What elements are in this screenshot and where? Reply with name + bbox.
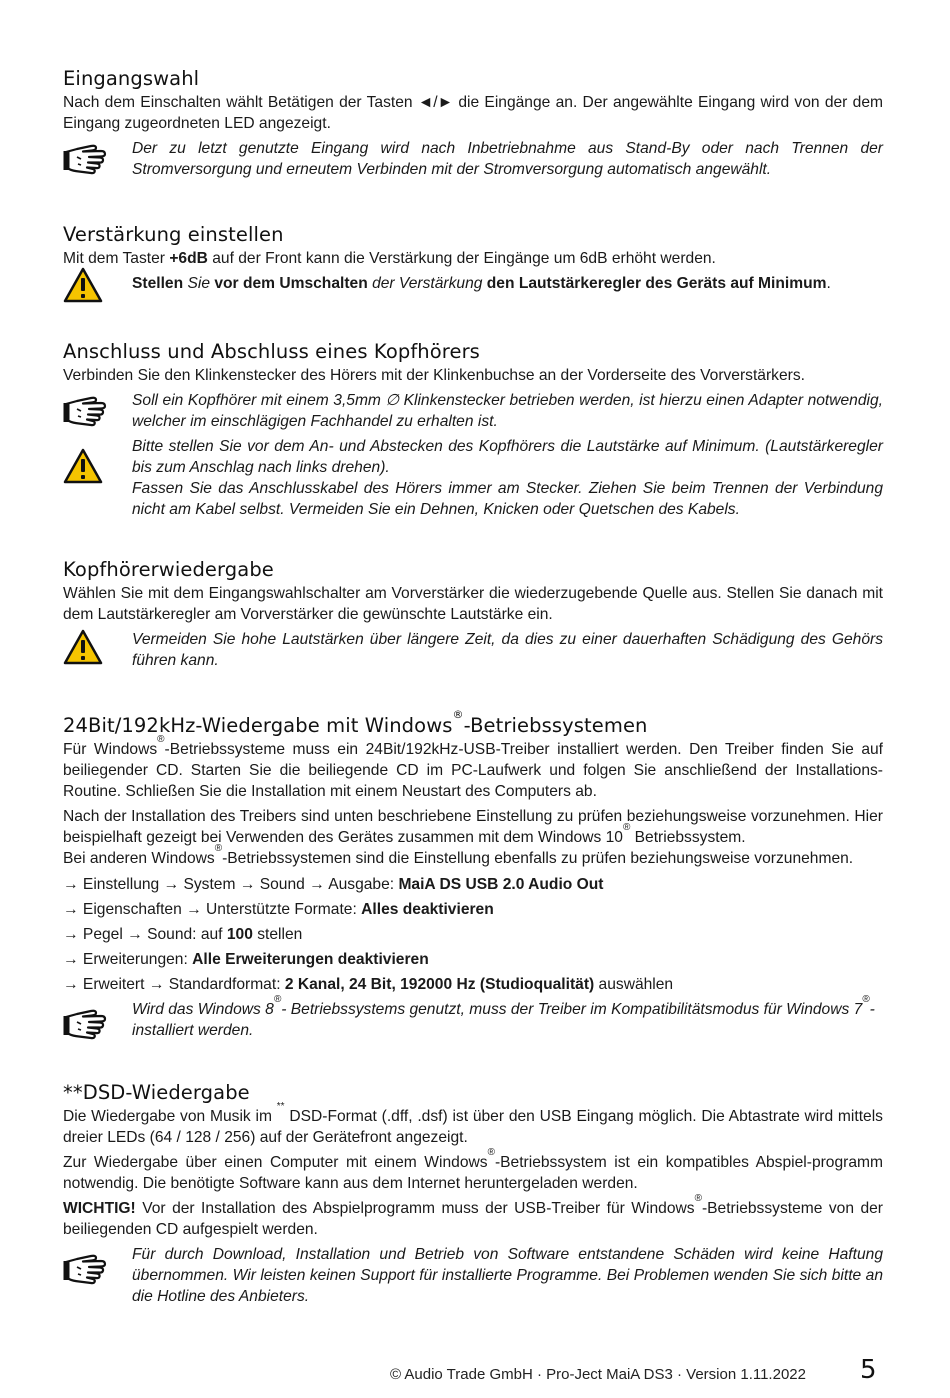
settings-step: → Einstellung → System → Sound → Ausgabe: MaiA DS USB 2.0 Audio Out bbox=[63, 876, 604, 893]
warning-triangle-icon bbox=[63, 448, 103, 484]
page-number: 5 bbox=[860, 1355, 877, 1385]
paragraph: Mit dem Taster +6dB auf der Front kann die Verstärkung der Eingänge um 6dB erhöht werden. bbox=[63, 250, 716, 267]
paragraph: Nach der Installation des Treibers sind unten beschriebene Einstellung zu prüfen beziehungsweise vorzunehmen. Hier beispielhaft gezeigt bei Verwenden des Gerätes zusammen mit dem Windows 10® Betriebssystem. bbox=[63, 808, 883, 846]
settings-step: → Erweiterungen: Alle Erweiterungen deaktivieren bbox=[63, 951, 429, 968]
pointing-hand-icon bbox=[63, 138, 107, 176]
section-title-kopfhoerer-anschluss: Anschluss und Abschluss eines Kopfhörers bbox=[63, 340, 480, 363]
note-block: Soll ein Kopfhörer mit einem 3,5mm ∅ Klinkenstecker betrieben werden, ist hierzu einen Adapter notwendig, welcher im einschlägigen Fachhandel zu erhalten ist. bbox=[63, 390, 883, 432]
paragraph: Verbinden Sie den Klinkenstecker des Hörers mit der Klinkenbuchse an der Vorderseite des Vorverstärkers. bbox=[63, 367, 805, 384]
note-block: Wird das Windows 8®- Betriebssystems genutzt, muss der Treiber im Kompatibilitätsmodus für Windows 7®- installiert werden. bbox=[63, 999, 883, 1041]
paragraph: Nach dem Einschalten wählt Betätigen der Tasten ◄/► die Eingänge an. Der angewählte Eingang wird von der dem Eingang zugeordneten LED angezeigt. bbox=[63, 94, 883, 132]
pointing-hand-icon bbox=[63, 1003, 107, 1041]
warning-block: Vermeiden Sie hohe Lautstärken über längere Zeit, da dies zu einer dauerhaften Schädigung des Gehörs führen kann. bbox=[63, 629, 883, 671]
warning-triangle-icon bbox=[63, 629, 103, 665]
pointing-hand-icon bbox=[63, 390, 107, 428]
paragraph: Für Windows®-Betriebssysteme muss ein 24Bit/192kHz-USB-Treiber installiert werden. Den Treiber finden Sie auf beiliegender CD. Starten Sie die beiliegende CD im PC-Laufwerk und folgen Sie anschließend der Installations-Routine. Schließen Sie die Installation mit einem Neustart des Computers ab. bbox=[63, 733, 884, 800]
warning-triangle-icon bbox=[63, 267, 103, 303]
page-content bbox=[63, 66, 883, 1307]
section-title-dsd: **DSD-Wiedergabe bbox=[63, 1081, 250, 1104]
paragraph: Bei anderen Windows®-Betriebssystemen sind die Einstellung ebenfalls zu prüfen beziehungsweise vorzunehmen. bbox=[63, 842, 854, 867]
section-title-eingangswahl: Eingangswahl bbox=[63, 67, 200, 90]
paragraph: Die Wiedergabe von Musik im ** DSD-Format (.dff, .dsf) ist über den USB Eingang möglich. Die Abtastrate wird mittels dreier LEDs (64 / 128 / 256) auf der Gerätefront angezeigt. bbox=[63, 1100, 883, 1146]
paragraph: Wählen Sie mit dem Eingangswahlschalter am Vorverstärker die wiederzugebende Quelle aus. Stellen Sie danach mit dem Lautstärkeregler am Vorverstärker die gewünschte Lautstärke ein. bbox=[63, 585, 883, 623]
section-title-windows: 24Bit/192kHz-Wiedergabe mit Windows®-Betriebssystemen bbox=[63, 707, 648, 737]
paragraph: Zur Wiedergabe über einen Computer mit einem Windows®-Betriebssystem ist ein kompatibles Abspiel-programm notwendig. Die benötigte Software kann aus dem Internet heruntergeladen werden. bbox=[63, 1146, 883, 1192]
note-block bbox=[63, 138, 883, 180]
note-block: Für durch Download, Installation und Betrieb von Software entstandene Schäden wird keine Haftung übernommen. Wir leisten keinen Support für installierte Programme. Bei Problemen wenden Sie sich bitte an die Hotline des Anbieters. bbox=[63, 1244, 883, 1307]
section-title-verstaerkung: Verstärkung einstellen bbox=[63, 223, 284, 246]
page-footer: © Audio Trade GmbH · Pro-Ject MaiA DS3 · Version 1.11.2022 bbox=[390, 1366, 806, 1383]
paragraph: WICHTIG! Vor der Installation des Abspielprogramm muss der USB-Treiber für Windows®-Betriebssysteme von der beiliegenden CD aufgespielt werden. bbox=[63, 1192, 883, 1238]
note-text: Der zu letzt genutzte Eingang wird nach Inbetriebnahme aus Stand-By oder nach Trennen der Stromversorgung und erneutem Verbinden mit der Stromversorgung automatisch angewählt. bbox=[132, 140, 883, 178]
pointing-hand-icon bbox=[63, 1248, 107, 1286]
settings-step: → Erweitert → Standardformat: 2 Kanal, 24 Bit, 192000 Hz (Studioqualität) auswählen bbox=[63, 976, 674, 993]
settings-step: → Eigenschaften → Unterstützte Formate: Alles deaktivieren bbox=[63, 901, 494, 918]
section-title-kopfhoererwiedergabe: Kopfhörerwiedergabe bbox=[63, 558, 274, 581]
settings-step: → Pegel → Sound: auf 100 stellen bbox=[63, 926, 303, 943]
warning-block: Bitte stellen Sie vor dem An- und Abstecken des Kopfhörers die Lautstärke auf Minimum. (Lautstärkeregler bis zum Anschlag nach links drehen). Fassen Sie das Anschlusskabel des Hörers immer am Stecker. Ziehen Sie beim Trennen der Verbindung nicht am Kabel selbst. Vermeiden Sie ein Dehnen, Knicken oder Quetschen des Kabels. bbox=[63, 436, 883, 520]
warning-block: Stellen Sie vor dem Umschalten der Verstärkung den Lautstärkeregler des Geräts auf Minimum. bbox=[63, 273, 883, 294]
